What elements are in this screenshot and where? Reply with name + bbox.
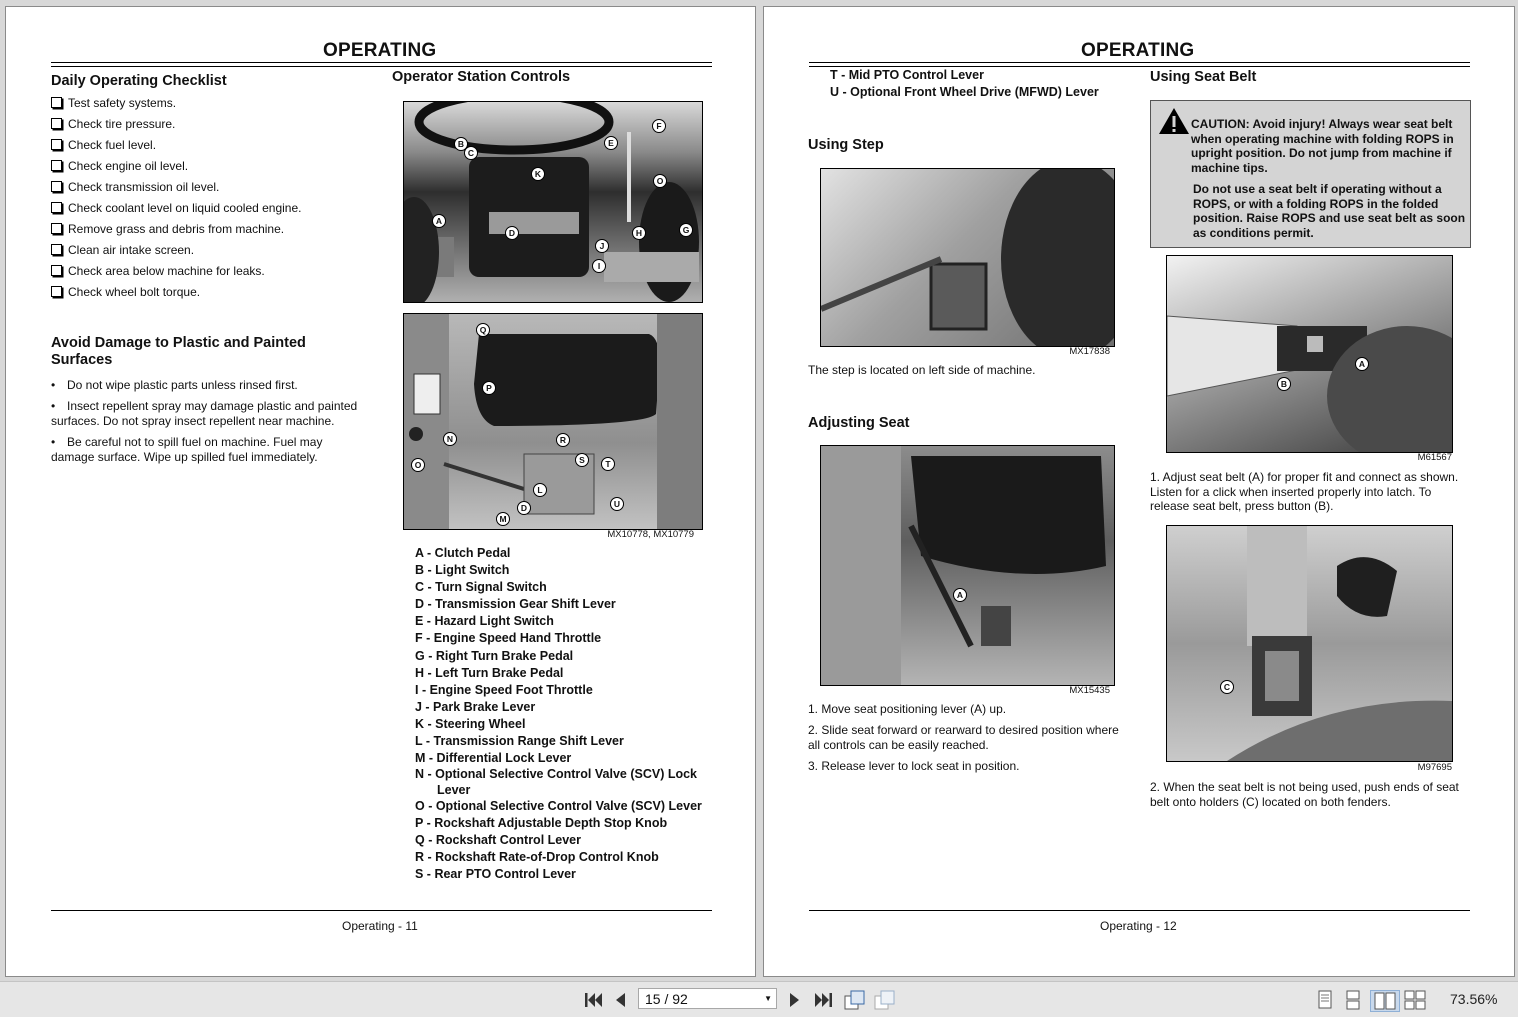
checkbox-icon: [51, 223, 62, 234]
callout-k: K: [531, 167, 545, 181]
callout-r: R: [556, 433, 570, 447]
callout-t: T: [601, 457, 615, 471]
checkbox-icon: [51, 286, 62, 297]
belt-step: 2. When the seat belt is not being used, push ends of seat belt onto holders (C) located on both fenders.: [1150, 780, 1459, 809]
legend-item: R - Rockshaft Rate-of-Drop Control Knob: [415, 850, 659, 864]
skip-last-icon: [814, 992, 834, 1008]
legend-item: O - Optional Selective Control Valve (SCV) Lever: [415, 798, 702, 813]
checklist-item: Remove grass and debris from machine.: [51, 222, 284, 236]
legend-item: H - Left Turn Brake Pedal: [415, 665, 564, 680]
continuous-page-icon: [1345, 990, 1361, 1010]
page-header: OPERATING: [323, 40, 437, 61]
callout-e: E: [604, 136, 618, 150]
seat-step: 2. Slide seat forward or rearward to desired position where all controls can be easily reached.: [808, 723, 1119, 752]
callout-o: O: [411, 458, 425, 472]
checklist-item: Check fuel level.: [51, 138, 156, 152]
legend-item: E - Hazard Light Switch: [415, 614, 554, 629]
next-page-button[interactable]: [785, 990, 805, 1010]
avoid-damage-title: Avoid Damage to Plastic and Painted Surfaces: [51, 335, 306, 368]
callout-o: O: [653, 174, 667, 188]
checklist-item: Check wheel bolt torque.: [51, 285, 200, 299]
left-page: [5, 6, 756, 977]
callout-d: D: [505, 226, 519, 240]
page-footer: Operating - 11: [342, 919, 418, 933]
checklist-item: Clean air intake screen.: [51, 243, 194, 257]
header-rule-2: [51, 66, 712, 67]
step-illustration: [821, 169, 1114, 346]
figure-caption: MX15435: [1069, 685, 1110, 696]
callout-d: D: [517, 501, 531, 515]
legend-item: A - Clutch Pedal: [415, 546, 511, 560]
checklist-item: Check transmission oil level.: [51, 180, 219, 194]
caution-text-2: Do not use a seat belt if operating without a ROPS, or with a folding ROPS in the folded position. Raise ROPS and use seat belt as soon as conditions permit.: [1193, 182, 1466, 240]
callout-b: B: [1277, 377, 1291, 391]
callout-q: Q: [476, 323, 490, 337]
using-seat-belt-title: Using Seat Belt: [1150, 69, 1257, 85]
chevron-left-icon: [613, 992, 627, 1008]
figure-caption: MX10778, MX10779: [607, 529, 694, 540]
legend-item: C - Turn Signal Switch: [415, 580, 547, 595]
callout-a: A: [1355, 357, 1369, 371]
callout-u: U: [610, 497, 624, 511]
checklist-item: Check coolant level on liquid cooled engine.: [51, 201, 302, 215]
callout-c: C: [464, 146, 478, 160]
callout-b: B: [454, 137, 468, 151]
legend-item: M - Differential Lock Lever: [415, 751, 572, 766]
header-rule: [51, 62, 712, 63]
bullet-item: • Insect repellent spray may damage plastic and painted surfaces. Do not spray insect repellent near machine.: [51, 399, 358, 428]
checklist-item: Test safety systems.: [51, 96, 176, 110]
checkbox-icon: [51, 160, 62, 171]
legend-item: D - Transmission Gear Shift Lever: [415, 597, 616, 612]
callout-s: S: [575, 453, 589, 467]
step-description: The step is located on left side of machine.: [808, 363, 1036, 377]
controls-title: Operator Station Controls: [392, 69, 571, 85]
seat-step: 3. Release lever to lock seat in position.: [808, 759, 1020, 773]
footer-rule: [51, 910, 712, 911]
adjusting-seat-title: Adjusting Seat: [808, 415, 910, 431]
skip-first-icon: [583, 992, 603, 1008]
callout-l: L: [533, 483, 547, 497]
legend-item: U - Optional Front Wheel Drive (MFWD) Lever: [830, 85, 1099, 100]
figure-caption: M97695: [1417, 762, 1452, 773]
fit-page-button[interactable]: [842, 990, 866, 1010]
legend-item-continuation: Lever: [437, 782, 471, 797]
first-page-button[interactable]: [582, 990, 604, 1010]
fit-width-button[interactable]: [872, 990, 896, 1010]
legend-item: B - Light Switch: [415, 563, 510, 578]
viewer-toolbar: [0, 981, 1518, 1017]
two-page-view-button[interactable]: [1370, 990, 1400, 1012]
two-page-continuous-button[interactable]: [1403, 990, 1427, 1010]
tractor-seat-illustration: [404, 314, 702, 529]
legend-item: S - Rear PTO Control Lever: [415, 867, 576, 882]
checkbox-icon: [51, 181, 62, 192]
checkbox-icon: [51, 202, 62, 213]
legend-item: Q - Rockshaft Control Lever: [415, 832, 581, 847]
chevron-down-icon: ▼: [764, 994, 772, 1003]
checklist-item: Check area below machine for leaks.: [51, 264, 265, 278]
belt-holder-illustration: [1167, 526, 1452, 761]
two-page-icon: [1374, 992, 1396, 1010]
legend-item: L - Transmission Range Shift Lever: [415, 734, 624, 749]
adjusting-seat-photo: [820, 445, 1115, 686]
caution-text: CAUTION: Avoid injury! Always wear seat belt when operating machine with folding ROPS in upright position. Do not jump from machine if machine tips.: [1191, 117, 1454, 175]
seat-illustration: [821, 446, 1114, 685]
previous-page-button[interactable]: [610, 990, 630, 1010]
callout-a: A: [953, 588, 967, 602]
page-fit-icon: [843, 990, 865, 1010]
seat-step: 1. Move seat positioning lever (A) up.: [808, 702, 1007, 716]
checklist-item: Check engine oil level.: [51, 159, 188, 173]
legend-item: I - Engine Speed Foot Throttle: [415, 682, 593, 697]
callout-c: C: [1220, 680, 1234, 694]
legend-item: N - Optional Selective Control Valve (SCV) Lock: [415, 767, 698, 782]
checkbox-icon: [51, 265, 62, 276]
single-page-view-button[interactable]: [1314, 990, 1336, 1010]
bullet-item: • Do not wipe plastic parts unless rinsed first.: [51, 378, 298, 392]
page-indicator: 15 / 92: [645, 991, 688, 1007]
legend-item: G - Right Turn Brake Pedal: [415, 648, 574, 663]
legend-item: F - Engine Speed Hand Throttle: [415, 631, 602, 646]
page-header: OPERATING: [1081, 40, 1195, 61]
checkbox-icon: [51, 139, 62, 150]
checkbox-icon: [51, 118, 62, 129]
controls-legend: [415, 545, 702, 883]
seat-belt-photo-1: [1166, 255, 1453, 453]
checkbox-icon: [51, 97, 62, 108]
operator-station-photo-bottom: [403, 313, 703, 530]
continuous-view-button[interactable]: [1342, 990, 1364, 1010]
checkbox-icon: [51, 244, 62, 255]
seat-belt-photo-2: [1166, 525, 1453, 762]
footer-rule: [809, 910, 1470, 911]
legend-item: P - Rockshaft Adjustable Depth Stop Knob: [415, 815, 668, 830]
legend-item: T - Mid PTO Control Lever: [830, 68, 984, 82]
page-number-select[interactable]: [638, 988, 777, 1009]
checklist-item: Check tire pressure.: [51, 117, 175, 131]
controls-legend-continued: [830, 67, 1099, 101]
two-page-scroll-icon: [1404, 990, 1426, 1010]
page-footer: Operating - 12: [1100, 919, 1177, 933]
callout-j: J: [595, 239, 609, 253]
figure-caption: MX17838: [1069, 346, 1110, 357]
callout-g: G: [679, 223, 693, 237]
warning-triangle-icon: [1158, 107, 1190, 135]
checklist-title: Daily Operating Checklist: [51, 73, 227, 89]
callout-i: I: [592, 259, 606, 273]
legend-item: J - Park Brake Lever: [415, 699, 536, 714]
step-photo: [820, 168, 1115, 347]
header-rule: [809, 62, 1470, 63]
page-width-icon: [873, 990, 895, 1010]
zoom-level[interactable]: 73.56%: [1450, 991, 1498, 1007]
belt-buckle-illustration: [1167, 256, 1452, 452]
right-page: [763, 6, 1515, 977]
bullet-item: • Be careful not to spill fuel on machine. Fuel may damage surface. Wipe up spilled fuel immediately.: [51, 435, 323, 464]
last-page-button[interactable]: [812, 990, 836, 1010]
using-step-title: Using Step: [808, 137, 884, 153]
callout-n: N: [443, 432, 457, 446]
caution-box: [1150, 100, 1471, 248]
chevron-right-icon: [788, 992, 802, 1008]
single-page-icon: [1317, 990, 1333, 1010]
operator-station-photo-top: [403, 101, 703, 303]
callout-h: H: [632, 226, 646, 240]
callout-p: P: [482, 381, 496, 395]
legend-item: K - Steering Wheel: [415, 716, 526, 731]
callout-a: A: [432, 214, 446, 228]
callout-m: M: [496, 512, 510, 526]
belt-step: 1. Adjust seat belt (A) for proper fit and connect as shown. Listen for a click when inserted properly into latch. To release seat belt, press button (B).: [1150, 470, 1459, 513]
callout-f: F: [652, 119, 666, 133]
figure-caption: M61567: [1417, 452, 1452, 463]
